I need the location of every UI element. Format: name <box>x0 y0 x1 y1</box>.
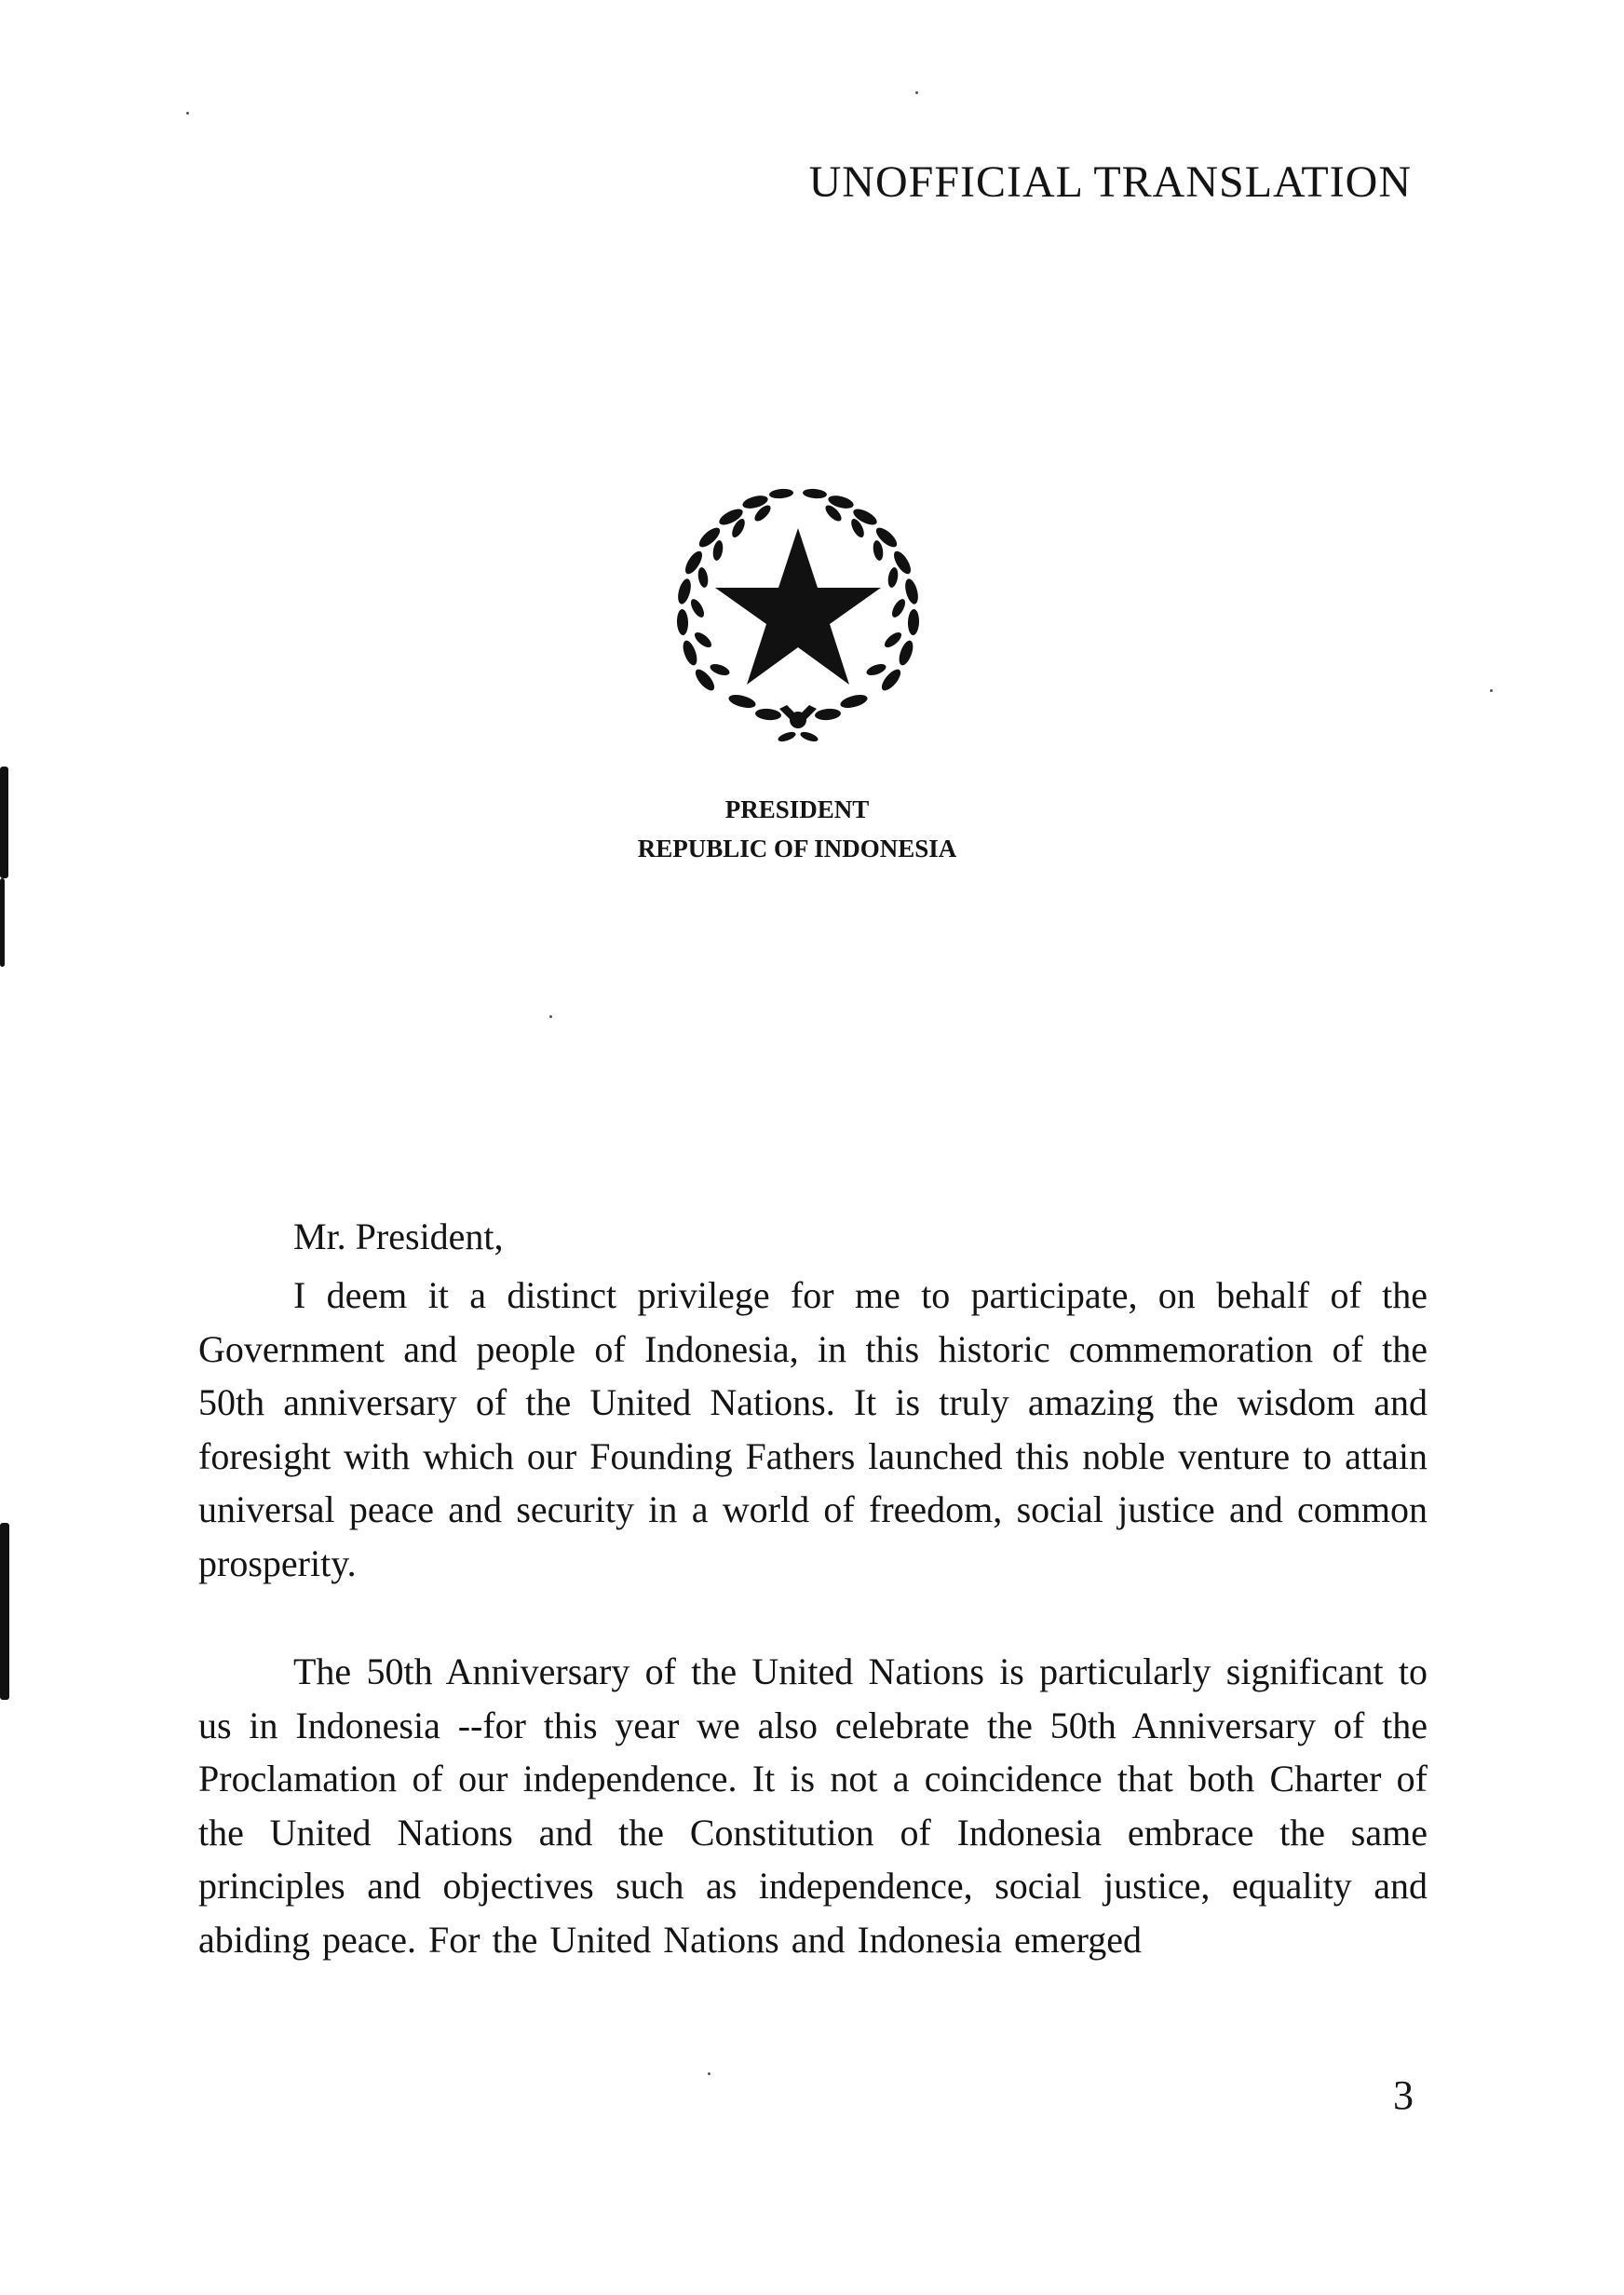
translation-label: UNOFFICIAL TRANSLATION <box>808 157 1412 207</box>
scan-speck <box>915 91 918 94</box>
scan-edge-mark <box>0 878 5 967</box>
president-heading <box>0 790 1624 868</box>
body-paragraph-1 <box>198 1269 1428 1591</box>
body-paragraph-2 <box>198 1645 1428 1967</box>
paragraph-text: I deem it a distinct privilege for me to participate, on behalf of the Government and people of Indonesia, in this historic commemoration of the 50th anniversary of the United Nations. It is truly amazing the wisdom and foresight with which our Founding Fathers launched this noble venture to attain universal peace and security in a world of freedom, social justice and common prosperity. <box>198 1274 1428 1584</box>
heading-title: PRESIDENT <box>724 795 870 823</box>
scan-speck <box>186 112 189 115</box>
salutation: Mr. President, <box>293 1215 504 1257</box>
paragraph-text: The 50th Anniversary of the United Nations is particularly significant to us in Indonesia --for this year we also celebrate the 50th Anniversary of the Proclamation of our independence. It is not a coincidence that both Charter of the United Nations and the Constitution of Indonesia embrace the same principles and objectives such as independence, social justice, equality and abiding peace. For the United Nations and Indonesia emerged <box>198 1650 1428 1961</box>
page-number: 3 <box>1393 2072 1414 2118</box>
scan-speck <box>1490 689 1493 692</box>
scan-speck <box>549 1015 552 1018</box>
scan-speck <box>708 2072 710 2075</box>
scan-edge-mark <box>0 767 8 878</box>
star-wreath-emblem-icon <box>649 470 947 750</box>
scan-edge-mark <box>0 1523 9 1700</box>
heading-subtitle: REPUBLIC OF INDONESIA <box>637 835 957 862</box>
